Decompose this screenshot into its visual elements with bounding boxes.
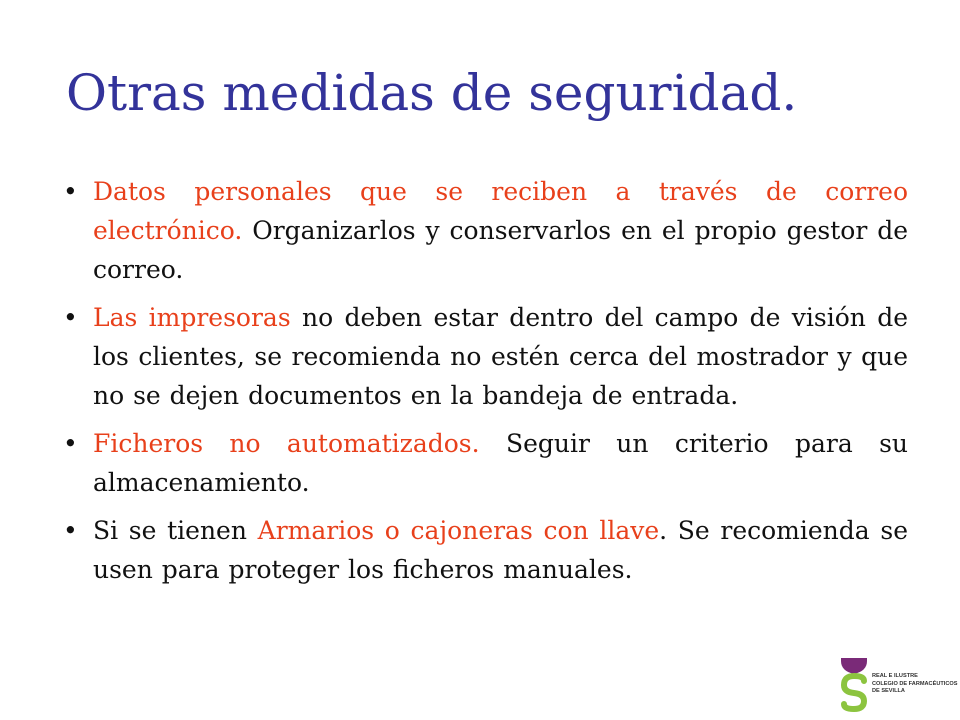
bullet-marker: • (63, 516, 78, 545)
bullet-body-text: Si se tienen (93, 516, 258, 545)
chalice-s-logo-icon (838, 655, 872, 715)
bullet-item (62, 172, 908, 289)
bullet-highlight-text: Armarios o cajoneras con llave (257, 516, 660, 545)
bullet-body-text: no deben estar dentro del campo de visión de los clientes, se recomienda no estén cerca del mostrador y que no se dejen documentos en la bandeja de entrada. (93, 303, 908, 410)
slide-title: Otras medidas de seguridad. (66, 64, 798, 122)
bullet-marker: • (63, 303, 78, 332)
bullet-body-text: . Se recomienda se usen para proteger los ficheros manuales. (93, 516, 908, 584)
bullet-body-text: Organizarlos y conservarlos en el propio gestor de correo. (93, 216, 908, 284)
bullet-marker: • (63, 429, 78, 458)
bullet-body-text: Seguir un criterio para su almacenamiento. (93, 429, 909, 497)
bullet-item (62, 424, 908, 502)
logo-text-line: REAL E ILUSTRE (872, 673, 918, 679)
bullet-list (62, 172, 908, 598)
logo-text (872, 673, 957, 696)
bullet-marker: • (63, 177, 78, 206)
bullet-item (62, 298, 908, 415)
college-logo (838, 655, 958, 715)
bullet-highlight-text: Datos personales que se reciben a través de correo electrónico. (93, 177, 908, 245)
bullet-highlight-text: Ficheros no automatizados. (93, 429, 480, 458)
bullet-item (62, 511, 908, 589)
bullet-highlight-text: Las impresoras (93, 303, 291, 332)
logo-text-line: DE SEVILLA (872, 688, 905, 694)
logo-text-line: COLEGIO DE FARMACÉUTICOS (872, 680, 958, 687)
